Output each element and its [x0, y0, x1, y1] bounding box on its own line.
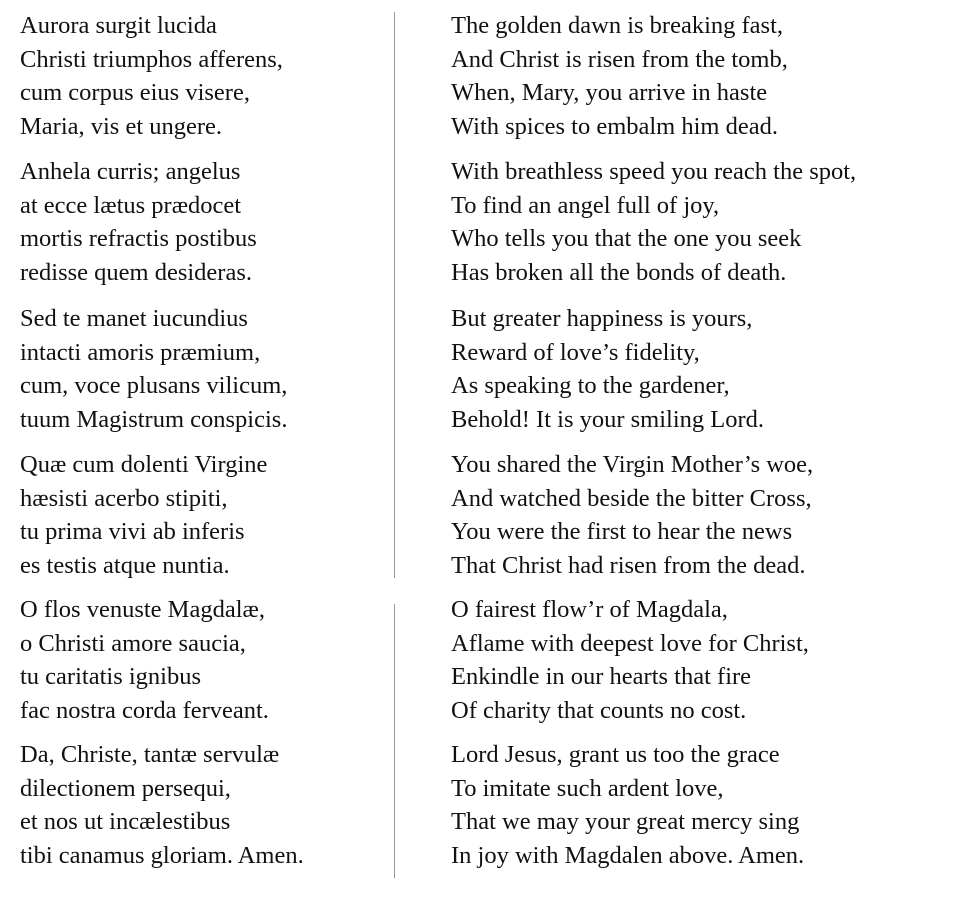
english-line: In joy with Magdalen above. Amen.	[451, 841, 805, 869]
latin-line: Anhela curris; angelus	[20, 158, 241, 185]
latin-line: hæsisti acerbo stipiti,	[20, 484, 228, 512]
english-line: But greater happiness is yours,	[451, 305, 753, 332]
column-divider	[394, 12, 395, 578]
english-line: That Christ had risen from the dead.	[451, 551, 806, 579]
latin-line: tu caritatis ignibus	[20, 663, 201, 690]
english-line: Behold! It is your smiling Lord.	[451, 405, 765, 433]
latin-line: at ecce lætus prædocet	[20, 191, 242, 219]
latin-line: cum corpus eius visere,	[20, 79, 250, 106]
latin-line: Da, Christe, tantæ servulæ	[20, 741, 280, 768]
latin-line: redisse quem desideras.	[20, 258, 252, 286]
english-line: Who tells you that the one you seek	[451, 225, 802, 252]
latin-stanza-4	[20, 448, 380, 582]
latin-line: Quæ cum dolenti Virgine	[20, 451, 268, 478]
latin-line: tuum Magistrum conspicis.	[20, 405, 288, 433]
latin-stanza-3	[20, 302, 380, 436]
english-line: Has broken all the bonds of death.	[451, 258, 787, 286]
english-stanza-2	[451, 155, 951, 289]
latin-line: Aurora surgit lucida	[20, 12, 217, 39]
english-stanza-4	[451, 448, 951, 582]
latin-line: et nos ut incælestibus	[20, 808, 231, 835]
latin-line: dilectionem persequi,	[20, 774, 231, 802]
latin-line: Christi triumphos afferens,	[20, 45, 283, 73]
english-line: And watched beside the bitter Cross,	[451, 484, 812, 512]
latin-stanza-2	[20, 155, 380, 289]
latin-line: intacti amoris præmium,	[20, 338, 261, 366]
latin-stanza-5	[20, 593, 380, 727]
english-line: Reward of love’s fidelity,	[451, 338, 700, 366]
latin-stanza-6	[20, 738, 380, 872]
latin-line: O flos venuste Magdalæ,	[20, 596, 265, 623]
english-stanza-6	[451, 738, 951, 872]
english-line: As speaking to the gardener,	[451, 372, 730, 399]
english-line: Lord Jesus, grant us too the grace	[451, 741, 780, 768]
english-line: Of charity that counts no cost.	[451, 696, 747, 724]
latin-line: Maria, vis et ungere.	[20, 112, 223, 140]
english-line: With spices to embalm him dead.	[451, 112, 778, 140]
latin-line: Sed te manet iucundius	[20, 305, 248, 332]
latin-line: es testis atque nuntia.	[20, 551, 230, 579]
english-line: The golden dawn is breaking fast,	[451, 12, 784, 39]
english-stanza-3	[451, 302, 951, 436]
english-line: You shared the Virgin Mother’s woe,	[451, 451, 814, 478]
latin-line: mortis refractis postibus	[20, 225, 257, 252]
english-line: To find an angel full of joy,	[451, 191, 720, 219]
english-line: When, Mary, you arrive in haste	[451, 79, 768, 106]
column-divider	[394, 604, 395, 878]
english-line: You were the first to hear the news	[451, 518, 793, 545]
english-line: That we may your great mercy sing	[451, 808, 800, 835]
latin-line: tu prima vivi ab inferis	[20, 518, 245, 545]
latin-line: o Christi amore saucia,	[20, 629, 246, 657]
english-line: O fairest flow’r of Magdala,	[451, 596, 728, 623]
latin-stanza-1	[20, 9, 380, 143]
english-line: And Christ is risen from the tomb,	[451, 45, 788, 73]
english-line: To imitate such ardent love,	[451, 774, 724, 802]
english-line: Enkindle in our hearts that fire	[451, 663, 752, 690]
latin-line: fac nostra corda ferveant.	[20, 696, 269, 724]
english-line: With breathless speed you reach the spot,	[451, 158, 857, 185]
english-stanza-5	[451, 593, 951, 727]
english-line: Aflame with deepest love for Christ,	[451, 629, 809, 657]
latin-line: cum, voce plusans vilicum,	[20, 372, 288, 399]
english-stanza-1	[451, 9, 951, 143]
latin-line: tibi canamus gloriam. Amen.	[20, 841, 304, 869]
